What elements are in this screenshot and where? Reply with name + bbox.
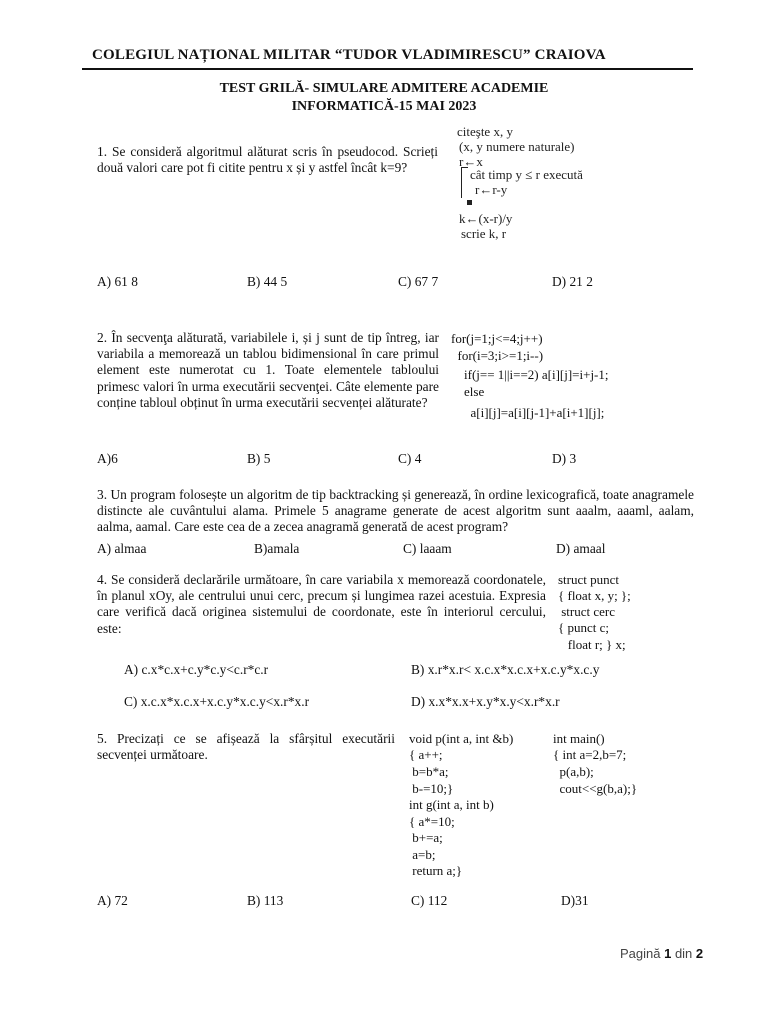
test-title: TEST GRILĂ- SIMULARE ADMITERE ACADEMIE [219,81,549,96]
q4-option-b: B) x.r*x.r< x.c.x*x.c.x+x.c.y*x.c.y [411,662,600,677]
code-line: cout<<g(b,a);} [553,781,638,796]
question-4-text: 4. Se consideră declarările următoare, în care variabila x memorează coordonatele, în planul xOy, ale centrului unui cerc, precum și lungimea razei acestuia. Expresia care verifică dacă originea sistemului de coordonate, este în interiorul cercului, este: [97,572,546,636]
q5-option-a: A) 72 [97,893,128,908]
code-line: for(j=1;j<=4;j++) [451,331,543,346]
q3-option-c: C) laaam [403,541,452,556]
code-line: b=b*a; [409,764,449,779]
code-line: struct punct [558,572,620,587]
code-line: { punct c; [558,620,610,635]
current-page: 1 [664,946,672,961]
code-line: { a*=10; [409,814,455,829]
q2-option-a: A)6 [97,451,118,466]
q1-option-d: D) 21 2 [552,274,593,289]
pseudocode-line: r←r-y [475,182,508,197]
q2-option-d: D) 3 [552,451,577,466]
q1-option-a: A) 61 8 [97,274,138,289]
code-line: float r; } x; [558,637,626,652]
q1-option-c: C) 67 7 [398,274,439,289]
code-line: b-=10;} [409,781,454,796]
pseudocode-line: r←x [459,154,483,169]
code-line: int g(int a, int b) [409,797,494,812]
code-line: for(i=3;i>=1;i--) [451,348,544,363]
footer-middle: din [671,946,696,961]
q4-option-a: A) c.x*c.x+c.y*c.y<c.r*c.r [124,662,269,677]
page-footer [620,946,703,961]
code-line: a[i][j]=a[i][j-1]+a[i+1][j]; [451,405,605,420]
question-5-text: 5. Precizați ce se afișează la sfârșitul executării secvenței următoare. [97,731,395,763]
footer-prefix: Pagină [620,946,665,961]
pseudocode-line: citeşte x, y [457,124,513,139]
q4-option-d: D) x.x*x.x+x.y*x.y<x.r*x.r [411,694,560,709]
q2-option-c: C) 4 [398,451,422,466]
question-1-text: 1. Se consideră algoritmul alăturat scris în pseudocod. Scrieți două valori care pot fi citite pentru x și y astfel încât k=9? [97,144,438,176]
code-line: { float x, y; }; [558,588,631,603]
q3-option-d: D) amaal [556,541,606,556]
q3-option-a: A) almaa [97,541,147,556]
code-line: return a;} [409,863,463,878]
pseudocode-line: k←(x-r)/y [459,211,513,226]
test-subtitle: INFORMATICĂ-15 MAI 2023 [291,99,477,114]
pseudocode-line: cât timp y ≤ r execută [470,167,583,182]
code-line: p(a,b); [553,764,594,779]
code-line: if(j== 1||i==2) a[i][j]=i+j-1; [451,367,609,382]
code-line: { int a=2,b=7; [553,747,627,762]
code-line: else [451,384,485,399]
q1-option-b: B) 44 5 [247,274,288,289]
code-line: int main() [553,731,605,746]
code-line: a=b; [409,847,436,862]
q2-option-b: B) 5 [247,451,271,466]
code-line: struct cerc [558,604,616,619]
code-line: void p(int a, int &b) [409,731,514,746]
q5-option-b: B) 113 [247,893,284,908]
school-name: COLEGIUL NAȚIONAL MILITAR “TUDOR VLADIMIRESCU” CRAIOVA [92,47,606,63]
question-3-text: 3. Un program folosește un algoritm de tip backtracking și generează, în ordine lexicografică, toate anagramele distincte ale cuvântului alama. Primele 5 anagrame generate de acest algoritm sunt aaalm, aaaml, aalam, aalma, aamal. Care este cea de a zecea anagramă generată de acest program? [97,487,694,535]
code-line: { a++; [409,747,443,762]
question-2-text: 2. În secvenţa alăturată, variabilele i, și j sunt de tip întreg, iar variabila a memorează un tablou bidimensional în care primul element este numerotat cu 1. Toate elementele tabloului primesc valori în urma executării secvenţei. Câte elemente pare conține tabloul obținut în urma executării secvenței alăturate? [97,330,439,410]
loop-bracket [461,167,468,198]
q4-option-c: C) x.c.x*x.c.x+x.c.y*x.c.y<x.r*x.r [124,694,310,709]
code-line: b+=a; [409,830,443,845]
header-rule [82,68,693,70]
pseudocode-line: scrie k, r [461,226,507,241]
q5-option-c: C) 112 [411,893,448,908]
q3-option-b: B)amala [254,541,300,556]
total-pages: 2 [695,946,704,961]
loop-end-marker [467,200,472,205]
q5-option-d: D)31 [561,893,589,908]
pseudocode-line: (x, y numere naturale) [459,139,575,154]
